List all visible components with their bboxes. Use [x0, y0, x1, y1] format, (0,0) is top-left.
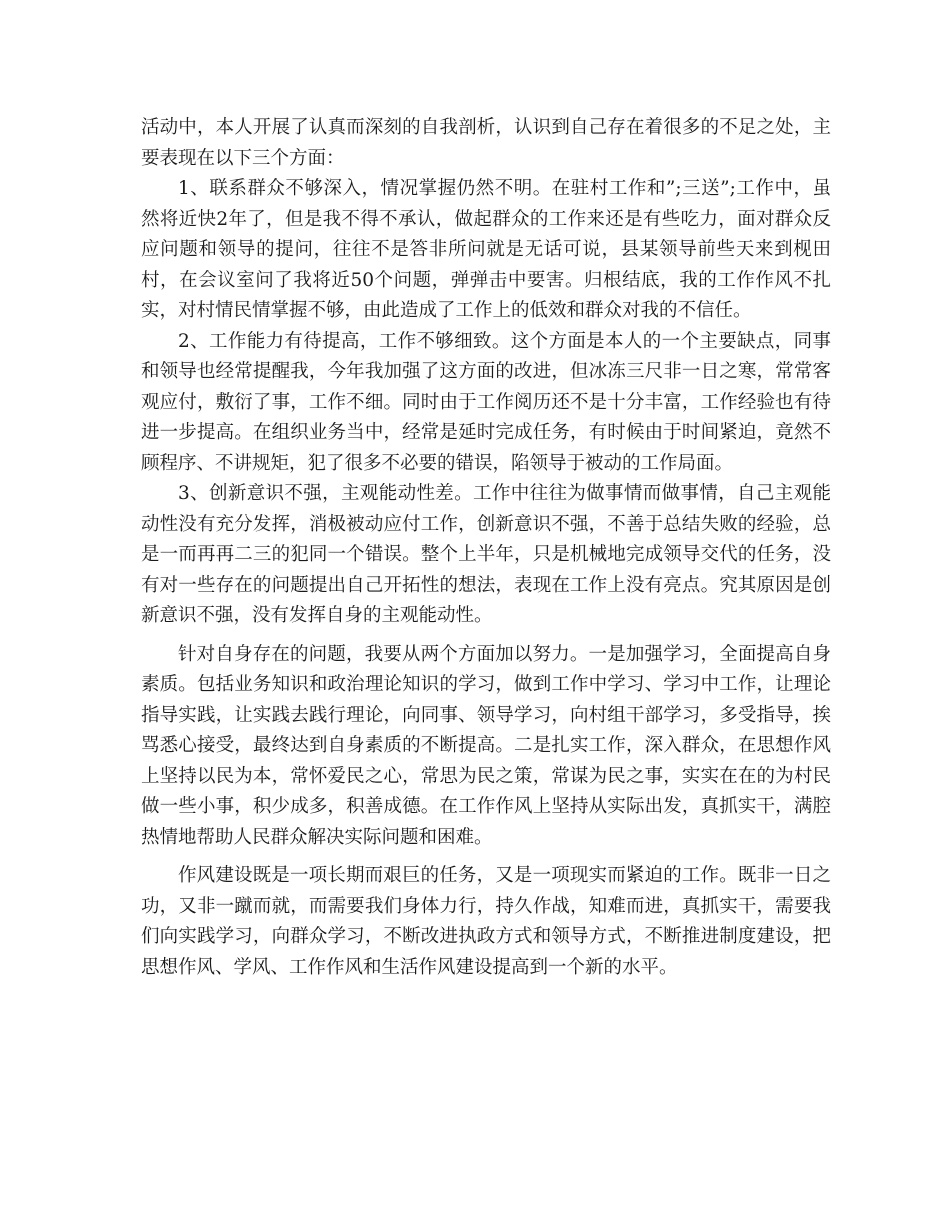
paragraph-point-3: 3、创新意识不强，主观能动性差。工作中往往为做事情而做事情，自己主观能动性没有充分发挥，消极被动应付工作，创新意识不强，不善于总结失败的经验，总是一而再再二三的犯同一个错误。整个上半年，只是机械地完成领导交代的任务，没有对一些存在的问题提出自己开拓性的想法，表现在工作上没有亮点。究其原因是创新意识不强，没有发挥自身的主观能动性。 — [141, 483, 831, 626]
paragraph-point-2: 2、工作能力有待提高，工作不够细致。这个方面是本人的一个主要缺点，同事和领导也经常提醒我，今年我加强了这方面的改进，但冰冻三尺非一日之寒，常常客观应付，敷衍了事，工作不细。同时由于工作阅历还不是十分丰富，工作经验也有待进一步提高。在组织业务当中，经常是延时完成任务，有时候由于时间紧迫，竟然不顾程序、不讲规矩，犯了很多不必要的错误，陷领导于被动的工作局面。 — [141, 330, 831, 474]
paragraph-point-1: 1、联系群众不够深入，情况掌握仍然不明。在驻村工作和”;三送”;工作中，虽然将近快2年了，但是我不得不承认，做起群众的工作来还是有些吃力，面对群众反应问题和领导的提问，往往不是答非所问就是无话可说，县某领导前些天来到枧田村，在会议室问了我将近50个问题，弹弹击中要害。归根结底，我的工作作风不扎实，对村情民情掌握不够，由此造成了工作上的低效和群众对我的不信任。 — [141, 178, 831, 321]
paragraph-improvement: 针对自身存在的问题，我要从两个方面加以努力。一是加强学习，全面提高自身素质。包括业务知识和政治理论知识的学习，做到工作中学习、学习中工作，让理论指导实践，让实践去践行理论，向同事、领导学习，向村组干部学习，多受指导，挨骂悉心接受，最终达到自身素质的不断提高。二是扎实工作，深入群众，在思想作风上坚持以民为本，常怀爱民之心，常思为民之策，常谋为民之事，实实在在的为村民做一些小事，积少成多，积善成德。在工作作风上坚持从实际出发，真抓实干，满腔热情地帮助人民群众解决实际问题和困难。 — [141, 643, 831, 848]
paragraph-conclusion: 作风建设既是一项长期而艰巨的任务，又是一项现实而紧迫的工作。既非一日之功，又非一蹴而就，而需要我们身体力行，持久作战，知难而进，真抓实干，需要我们向实践学习，向群众学习，不断改进执政方式和领导方式，不断推进制度建设，把思想作风、学风、工作作风和生活作风建设提高到一个新的水平。 — [141, 865, 831, 978]
paragraph-intro: 活动中，本人开展了认真而深刻的自我剖析，认识到自己存在着很多的不足之处，主要表现在以下三个方面： — [141, 117, 831, 169]
document-body — [141, 113, 831, 983]
